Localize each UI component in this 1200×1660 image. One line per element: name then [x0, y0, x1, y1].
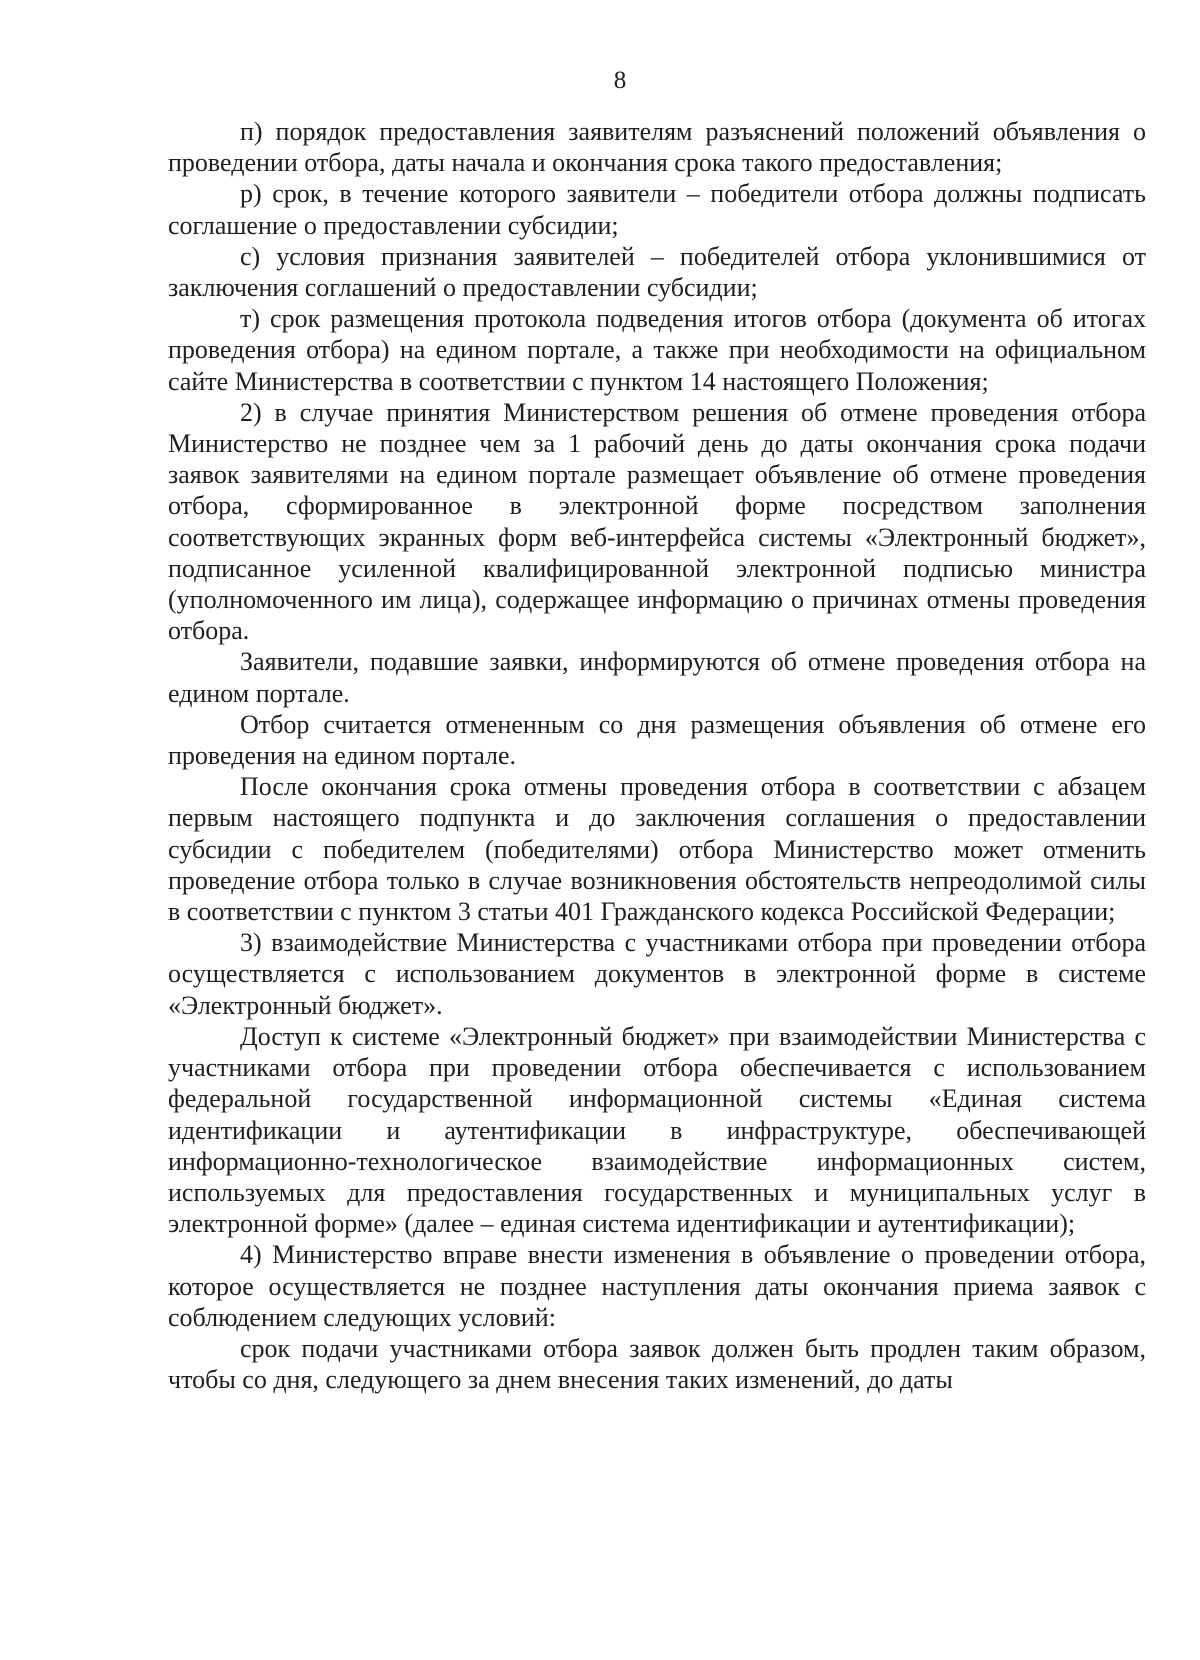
paragraph-deadline-extension: срок подачи участниками отбора заявок должен быть продлен таким образом, чтобы со дня, следующего за днем внесения таких изменений, до даты [168, 1333, 1146, 1395]
paragraph-selection-cancelled: Отбор считается отмененным со дня размещения объявления об отмене его проведения на едином портале. [168, 709, 1146, 771]
paragraph-force-majeure: После окончания срока отмены проведения отбора в соответствии с абзацем первым настоящего подпункта и до заключения соглашения о предоставлении субсидии с победителем (победителями) отбора Министерство может отменить проведение отбора только в случае возникновения обстоятельств непреодолимой силы в соответствии с пунктом 3 статьи 401 Гражданского кодекса Российской Федерации; [168, 772, 1146, 927]
paragraph-item-s: с) условия признания заявителей – победителей отбора уклонившимися от заключения соглашений о предоставлении субсидии; [168, 241, 1146, 303]
paragraph-item-4: 4) Министерство вправе внести изменения в объявление о проведении отбора, которое осуществляется не позднее наступления даты окончания приема заявок с соблюдением следующих условий: [168, 1240, 1146, 1332]
paragraph-item-3: 3) взаимодействие Министерства с участниками отбора при проведении отбора осуществляется с использованием документов в электронной форме в системе «Электронный бюджет». [168, 928, 1146, 1020]
paragraph-item-r: р) срок, в течение которого заявители – победители отбора должны подписать соглашение о предоставлении субсидии; [168, 179, 1146, 240]
paragraph-item-t: т) срок размещения протокола подведения итогов отбора (документа об итогах проведения отбора) на едином портале, а также при необходимости на официальном сайте Министерства в соответствии с пунктом 14 настоящего Положения; [168, 304, 1146, 396]
paragraph-item-2: 2) в случае принятия Министерством решения об отмене проведения отбора Министерство не позднее чем за 1 рабочий день до даты окончания срока подачи заявок заявителями на едином портале размещает объявление об отмене проведения отбора, сформированное в электронной форме посредством заполнения соответствующих экранных форм веб-интерфейса системы «Электронный бюджет», подписанное усиленной квалифицированной электронной подписью министра (уполномоченного им лица), содержащее информацию о причинах отмены проведения отбора. [168, 397, 1146, 646]
paragraph-item-p: п) порядок предоставления заявителям разъяснений положений объявления о проведении отбора, даты начала и окончания срока такого предоставления; [168, 117, 1146, 178]
paragraph-applicants-informed: Заявители, подавшие заявки, информируются об отмене проведения отбора на едином портале. [168, 647, 1146, 708]
document-body [168, 116, 1146, 1395]
page-number: 8 [613, 67, 627, 94]
paragraph-esia-access: Доступ к системе «Электронный бюджет» при взаимодействии Министерства с участниками отбора при проведении отбора обеспечивается с использованием федеральной государственной информационной системы «Единая система идентификации и аутентификации в инфраструктуре, обеспечивающей информационно-технологическое взаимодействие информационных систем, используемых для предоставления государственных и муниципальных услуг в электронной форме» (далее – единая система идентификации и аутентификации); [168, 1021, 1146, 1239]
